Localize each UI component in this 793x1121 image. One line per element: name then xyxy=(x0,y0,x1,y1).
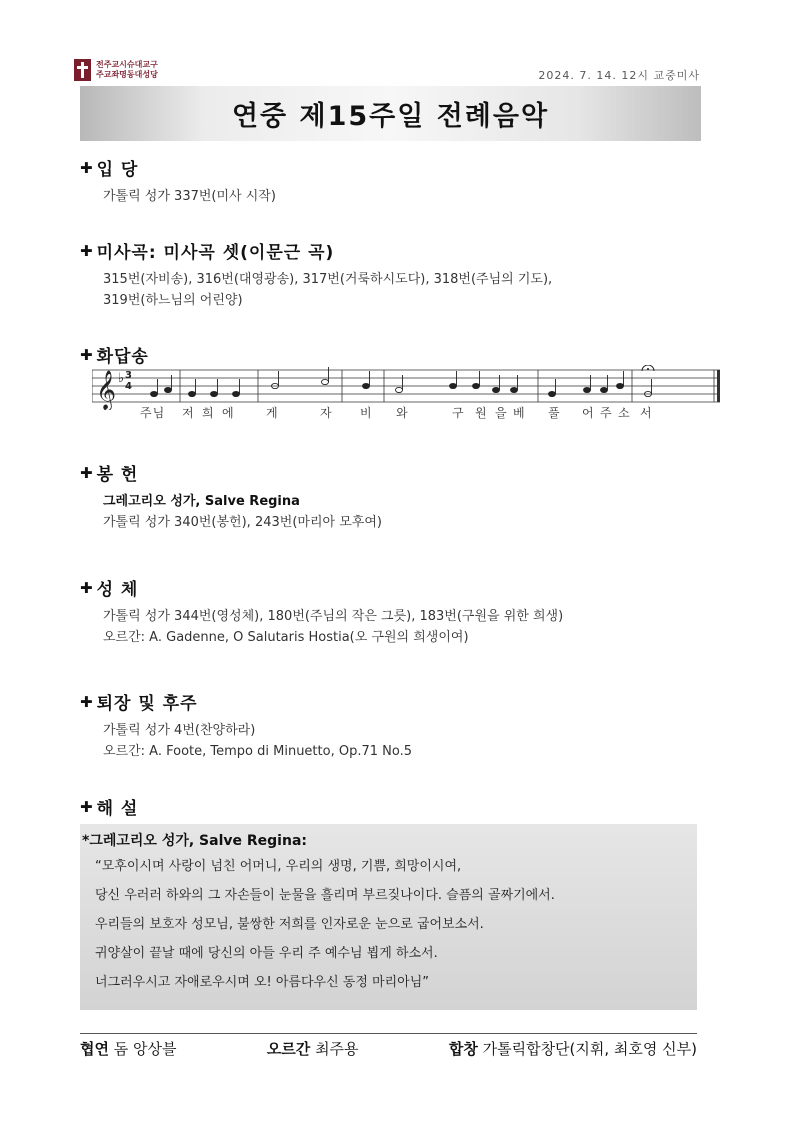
commentary-line: 당신 우러러 하와의 그 자손들이 눈물을 흘리며 부르짖나이다. 슬픔의 골짜기에서. xyxy=(95,888,555,903)
svg-text:♭: ♭ xyxy=(118,371,125,386)
section-line: 가톨릭 성가 344번(영성체), 180번(주님의 작은 그릇), 183번(구원을 위한 희생) xyxy=(103,609,564,624)
commentary-line: 귀양살이 끝날 때에 당신의 아들 우리 주 예수님 뵙게 하소서. xyxy=(95,946,438,961)
section-line: 가톨릭 성가 340번(봉헌), 243번(마리아 모후여) xyxy=(103,515,382,530)
section-line: 가톨릭 성가 4번(찬양하라) xyxy=(103,723,256,738)
section-mass xyxy=(80,238,552,309)
section-subtitle: 그레고리오 성가, Salve Regina xyxy=(103,494,300,509)
section-offertory xyxy=(80,460,382,531)
cross-icon: ✚ xyxy=(80,463,94,482)
svg-text:4: 4 xyxy=(125,381,132,392)
accompaniment-credit: 협연 돔 앙상블 xyxy=(80,1040,177,1058)
title-banner xyxy=(80,86,701,141)
cross-icon: ✚ xyxy=(80,692,94,711)
section-heading: 봉 헌 xyxy=(96,465,139,485)
cross-logo-icon xyxy=(74,59,91,81)
section-commentary xyxy=(80,794,138,819)
svg-text:3: 3 xyxy=(125,370,132,381)
cross-icon: ✚ xyxy=(80,158,94,177)
section-heading: 퇴장 및 후주 xyxy=(96,694,198,714)
section-entrance xyxy=(80,155,276,205)
org-name: 전주교시슈대교구 주교좌명동대성당 xyxy=(96,60,158,79)
section-recessional xyxy=(80,689,412,760)
service-date: 2024. 7. 14. 12시 교중미사 xyxy=(538,69,700,82)
section-heading: 미사곡: 미사곡 셋(이문근 곡) xyxy=(96,243,335,263)
commentary-line: “모후이시며 사랑이 넘친 어머니, 우리의 생명, 기쁨, 희망이시여, xyxy=(95,859,462,874)
organ-credit: 오르간 최주용 xyxy=(266,1040,359,1058)
section-line: 오르간: A. Gadenne, O Salutaris Hostia(오 구원의 희생이여) xyxy=(103,630,469,645)
svg-text:𝄞: 𝄞 xyxy=(96,370,117,410)
section-heading: 성 체 xyxy=(96,580,139,600)
credits-footer xyxy=(80,1038,697,1059)
cross-icon: ✚ xyxy=(80,578,94,597)
footer-divider xyxy=(80,1033,697,1034)
section-line: 315번(자비송), 316번(대영광송), 317번(거룩하시도다), 318번(주님의 기도), xyxy=(103,272,553,287)
section-psalm xyxy=(80,342,149,367)
commentary-line: 우리들의 보호자 성모님, 불쌍한 저희를 인자로운 눈으로 굽어보소서. xyxy=(95,917,484,932)
choir-credit: 합창 가톨릭합창단(지휘, 최호영 신부) xyxy=(448,1040,697,1058)
section-line: 오르간: A. Foote, Tempo di Minuetto, Op.71 No.5 xyxy=(103,744,412,759)
commentary-title: *그레고리오 성가, Salve Regina: xyxy=(82,833,307,849)
section-communion xyxy=(80,575,563,646)
section-heading: 입 당 xyxy=(96,160,139,180)
page-title: 연중 제15주일 전례음악 xyxy=(231,101,550,132)
cross-icon: ✚ xyxy=(80,345,94,364)
section-line: 319번(하느님의 어린양) xyxy=(103,293,243,308)
cross-icon: ✚ xyxy=(80,797,94,816)
section-heading: 해 설 xyxy=(96,799,139,819)
commentary-line: 너그러우시고 자애로우시며 오! 아름다우신 동정 마리아님” xyxy=(95,975,430,990)
section-heading: 화답송 xyxy=(96,347,149,367)
cross-icon: ✚ xyxy=(80,241,94,260)
section-line: 가톨릭 성가 337번(미사 시작) xyxy=(103,189,276,204)
commentary-box xyxy=(80,824,697,1010)
church-logo xyxy=(74,59,158,81)
